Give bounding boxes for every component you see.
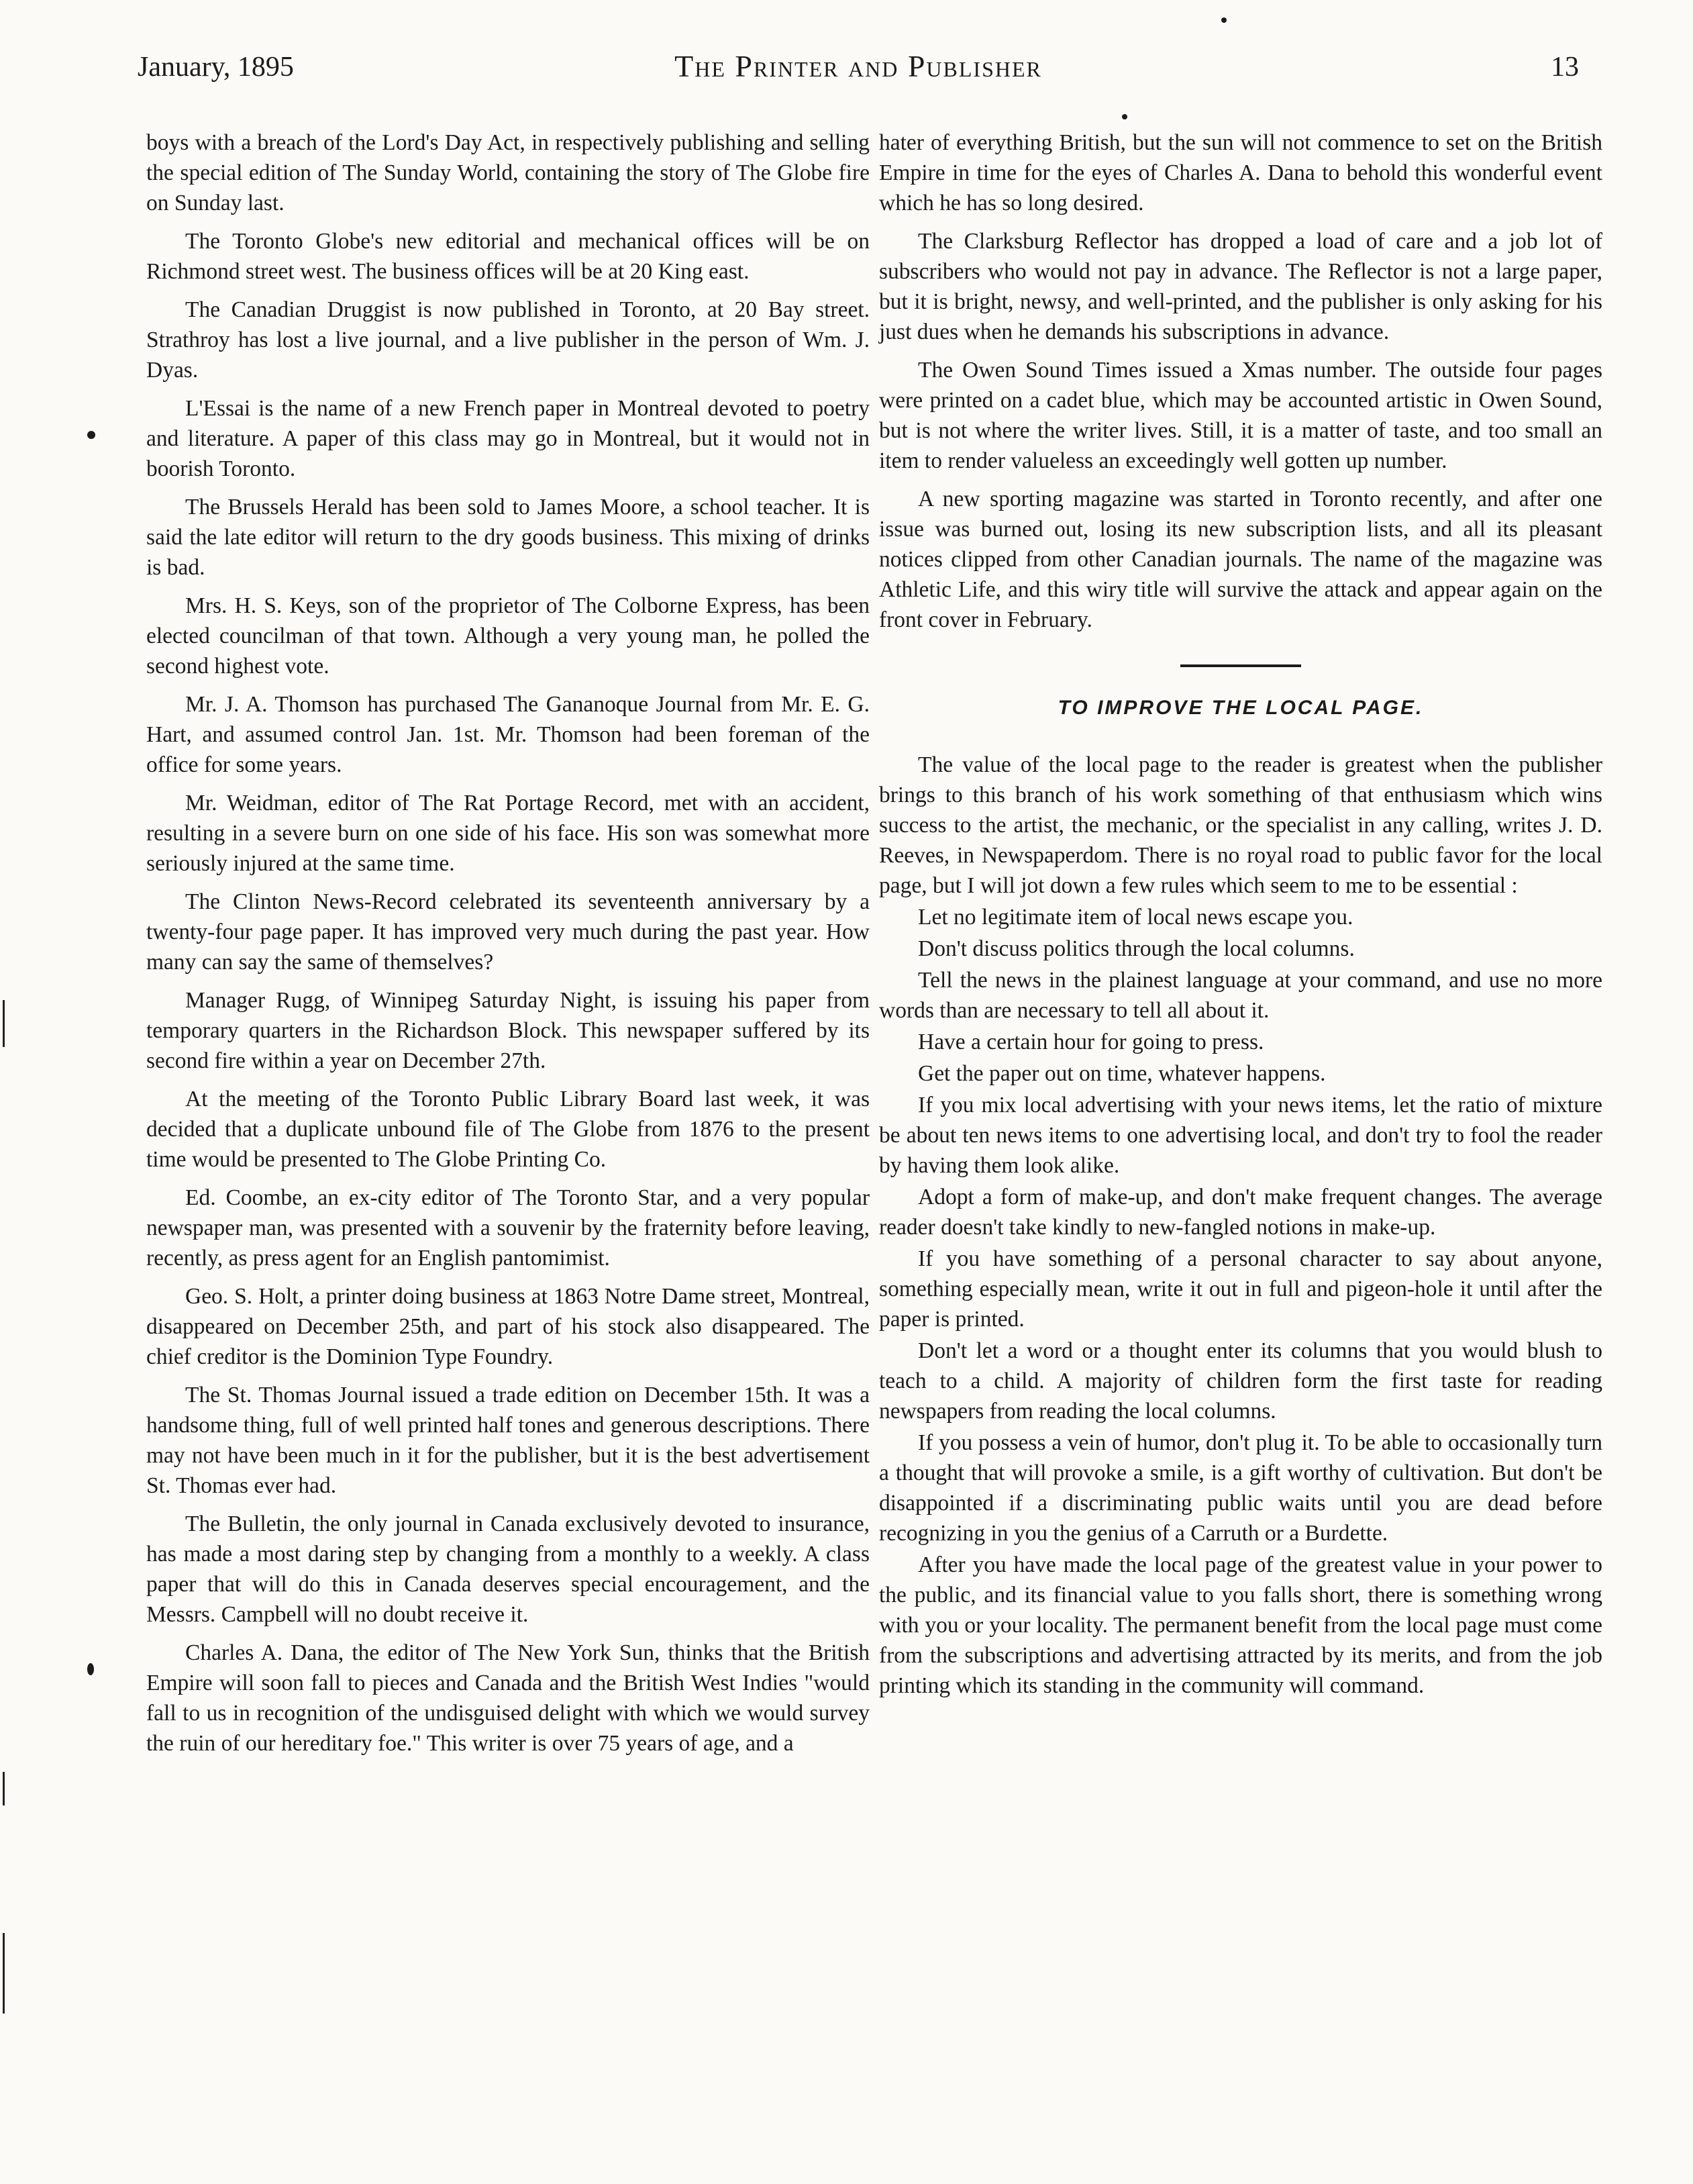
news-item: L'Essai is the name of a new French paper in Montreal devoted to poetry and literature. A paper of this class may go in Montreal, but it would not in boorish Toronto.: [146, 396, 870, 481]
scan-edge-line: [3, 1772, 5, 1805]
scan-speck: [87, 1663, 94, 1675]
article-rule: Don't discuss politics through the local columns.: [918, 936, 1355, 961]
issue-date: January, 1895: [138, 52, 294, 83]
news-item: At the meeting of the Toronto Public Library Board last week, it was decided that a duplicate unbound file of The Globe from 1876 to the present time would be presented to The Globe Printing Co.: [146, 1087, 870, 1172]
news-item: A new sporting magazine was started in Toronto recently, and after one issue was burned out, losing its new subscription lists, and all its pleasant notices clipped from other Canadian journals. The name of the magazine was Athletic Life, and this wiry title will survive the attack and appear again on the front cover in February.: [879, 487, 1602, 632]
page-number: 13: [1551, 52, 1579, 83]
article-paragraph: The value of the local page to the reader is greatest when the publisher brings to this branch of his work something of that enthusiasm which wins success to the artist, the mechanic, or the specialist in any calling, writes J. D. Reeves, in Newspaperdom. There is no royal road to public favor for the local page, but I will jot down a few rules which seem to me to be essential :: [879, 752, 1602, 898]
news-item: hater of everything British, but the sun will not commence to set on the British Empire in time for the eyes of Charles A. Dana to behold this wonderful event which he has so long desired.: [879, 130, 1602, 215]
news-item: The Canadian Druggist is now published in Toronto, at 20 Bay street. Strathroy has lost a live journal, and a live publisher in the person of Wm. J. Dyas.: [146, 297, 870, 383]
article-rule: Let no legitimate item of local news escape you.: [918, 905, 1353, 930]
scan-edge-line: [3, 1000, 5, 1047]
news-item: The Brussels Herald has been sold to James Moore, a school teacher. It is said the late editor will return to the dry goods business. This mixing of drinks is bad.: [146, 495, 870, 580]
article-rule: Adopt a form of make-up, and don't make frequent changes. The average reader doesn't take kindly to new-fangled notions in make-up.: [879, 1185, 1602, 1240]
news-item: Geo. S. Holt, a printer doing business at 1863 Notre Dame street, Montreal, disappeared on December 25th, and part of his stock also disappeared. The chief creditor is the Dominion Type Foundry.: [146, 1284, 870, 1369]
article-body: [879, 750, 1602, 1701]
section-divider: [1180, 664, 1301, 667]
scan-speck: [1221, 17, 1227, 23]
news-item: Mrs. H. S. Keys, son of the proprietor of The Colborne Express, has been elected councilman of that town. Although a very young man, he polled the second highest vote.: [146, 593, 870, 679]
scan-speck: [87, 431, 95, 439]
news-item: Ed. Coombe, an ex-city editor of The Toronto Star, and a very popular newspaper man, was presented with a souvenir by the fraternity before leaving, recently, as press agent for an English pantomimist.: [146, 1185, 870, 1271]
article-rule: If you have something of a personal character to say about anyone, something especially mean, write it out in full and pigeon-hole it until after the paper is printed.: [879, 1246, 1602, 1332]
news-item: The Toronto Globe's new editorial and mechanical offices will be on Richmond street west. The business offices will be at 20 King east.: [146, 229, 870, 284]
news-item: The St. Thomas Journal issued a trade edition on December 15th. It was a handsome thing, full of well printed half tones and generous descriptions. There may not have been much in it for the publisher, but it is the best advertisement St. Thomas ever had.: [146, 1383, 870, 1498]
news-item: Charles A. Dana, the editor of The New York Sun, thinks that the British Empire will soon fall to pieces and Canada and the British West Indies "would fall to us in recognition of the undisguised delight with which we would survey the ruin of our hereditary foe." This writer is over 75 years of age, and a: [146, 1640, 870, 1756]
article-paragraph: After you have made the local page of the greatest value in your power to the public, and its financial value to you falls short, there is something wrong with you or your locality. The permanent benefit from the local page must come from the subscriptions and advertising attracted by its merits, and from the job printing which its standing in the community will command.: [879, 1552, 1602, 1698]
news-item: boys with a breach of the Lord's Day Act, in respectively publishing and selling the special edition of The Sunday World, containing the story of The Globe fire on Sunday last.: [146, 130, 870, 215]
article-heading: TO IMPROVE THE LOCAL PAGE.: [1058, 697, 1424, 719]
page-header: [138, 43, 1579, 97]
right-column: [879, 128, 1602, 1702]
article-rule: If you possess a vein of humor, don't plug it. To be able to occasionally turn a thought that will provoke a smile, is a gift worthy of cultivation. But don't be disappointed if a discriminating public waits until you are dead before recognizing in you the genius of a Carruth or a Burdette.: [879, 1430, 1602, 1546]
article-rule: Don't let a word or a thought enter its columns that you would blush to teach to a child. A majority of children form the first taste for reading newspapers from reading the local columns.: [879, 1338, 1602, 1424]
article-rule: Have a certain hour for going to press.: [918, 1030, 1264, 1054]
article-rule: Get the paper out on time, whatever happens.: [918, 1061, 1326, 1086]
news-item: The Clarksburg Reflector has dropped a load of care and a job lot of subscribers who would not pay in advance. The Reflector is not a large paper, but it is bright, newsy, and well-printed, and the publisher is only asking for his just dues when he demands his subscriptions in advance.: [879, 229, 1602, 344]
article-rule: Tell the news in the plainest language at your command, and use no more words than are necessary to tell all about it.: [879, 968, 1602, 1023]
news-item: The Clinton News-Record celebrated its seventeenth anniversary by a twenty-four page paper. It has improved very much during the past year. How many can say the same of themselves?: [146, 889, 870, 975]
left-column: [146, 128, 870, 1767]
scan-speck: [1122, 114, 1127, 119]
news-item: Manager Rugg, of Winnipeg Saturday Night, is issuing his paper from temporary quarters in the Richardson Block. This newspaper suffered by its second fire within a year on December 27th.: [146, 988, 870, 1073]
news-item: The Owen Sound Times issued a Xmas number. The outside four pages were printed on a cadet blue, which may be accounted artistic in Owen Sound, but is not where the writer lives. Still, it is a matter of taste, and too small an item to render valueless an exceedingly well gotten up number.: [879, 358, 1602, 473]
scan-edge-line: [3, 1933, 5, 2014]
news-item: Mr. J. A. Thomson has purchased The Gananoque Journal from Mr. E. G. Hart, and assumed control Jan. 1st. Mr. Thomson had been foreman of the office for some years.: [146, 692, 870, 777]
news-item: Mr. Weidman, editor of The Rat Portage Record, met with an accident, resulting in a severe burn on one side of his face. His son was somewhat more seriously injured at the same time.: [146, 791, 870, 876]
publication-title: The Printer and Publisher: [674, 49, 1042, 83]
news-item: The Bulletin, the only journal in Canada exclusively devoted to insurance, has made a most daring step by changing from a monthly to a weekly. A class paper that will do this in Canada deserves special encouragement, and the Messrs. Campbell will no doubt receive it.: [146, 1511, 870, 1627]
article-rule: If you mix local advertising with your news items, let the ratio of mixture be about ten news items to one advertising local, and don't try to fool the reader by having them look alike.: [879, 1093, 1602, 1178]
